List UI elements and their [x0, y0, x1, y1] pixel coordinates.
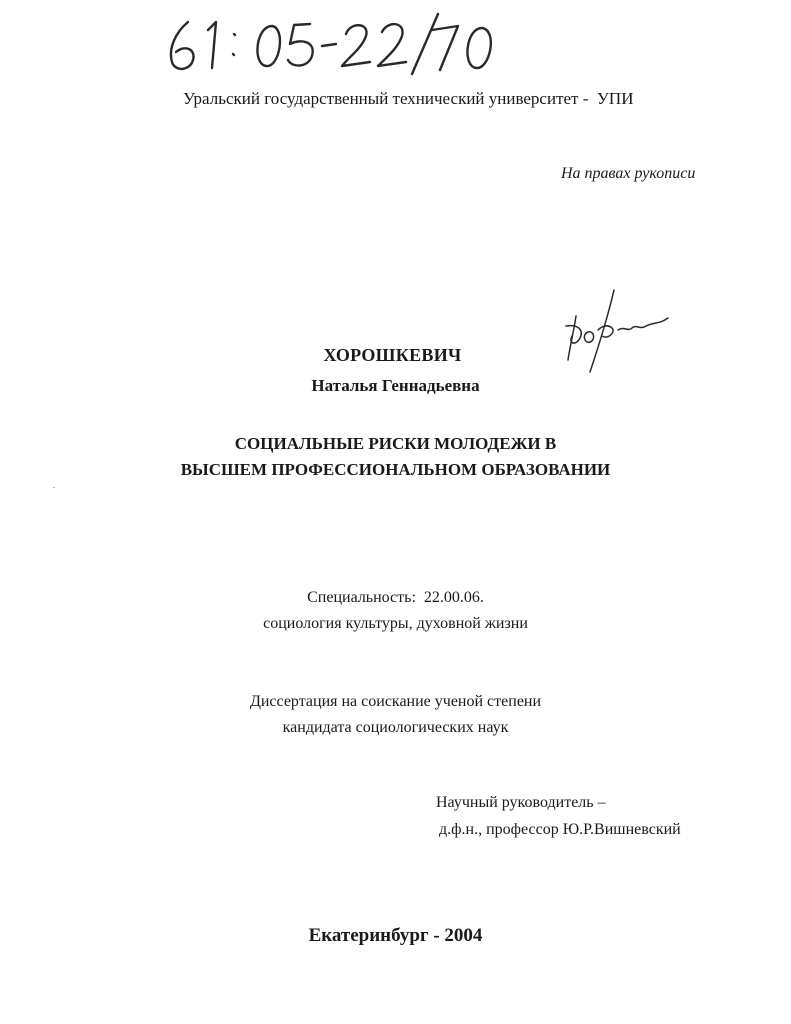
degree-block	[0, 689, 791, 741]
dissertation-title-line-1: СОЦИАЛЬНЫЕ РИСКИ МОЛОДЕЖИ В	[234, 434, 557, 453]
advisor-name: д.ф.н., профессор Ю.Р.Вишневский	[439, 821, 681, 838]
manuscript-note: На правах рукописи	[561, 165, 696, 182]
author-given-names: Наталья Геннадьевна	[311, 376, 480, 395]
dissertation-title-line-2: ВЫСШЕМ ПРОФЕССИОНАЛЬНОМ ОБРАЗОВАНИИ	[180, 460, 611, 479]
city-year: Екатеринбург - 2004	[308, 925, 483, 946]
university-name: Уральский государственный технический университет - УПИ	[183, 89, 634, 108]
specialty-block	[0, 585, 791, 637]
handwritten-archive-number	[160, 8, 510, 78]
specialty-code: Специальность: 22.00.06.	[307, 589, 484, 606]
author-surname: ХОРОШКЕВИЧ	[323, 345, 462, 365]
advisor-label: Научный руководитель –	[436, 794, 606, 811]
scan-speck	[53, 487, 55, 488]
dissertation-title	[0, 431, 791, 483]
degree-line-1: Диссертация на соискание ученой степени	[249, 693, 542, 710]
specialty-name: социология культуры, духовной жизни	[263, 615, 528, 632]
degree-line-2: кандидата социологических наук	[282, 719, 509, 736]
advisor-block	[436, 789, 681, 843]
